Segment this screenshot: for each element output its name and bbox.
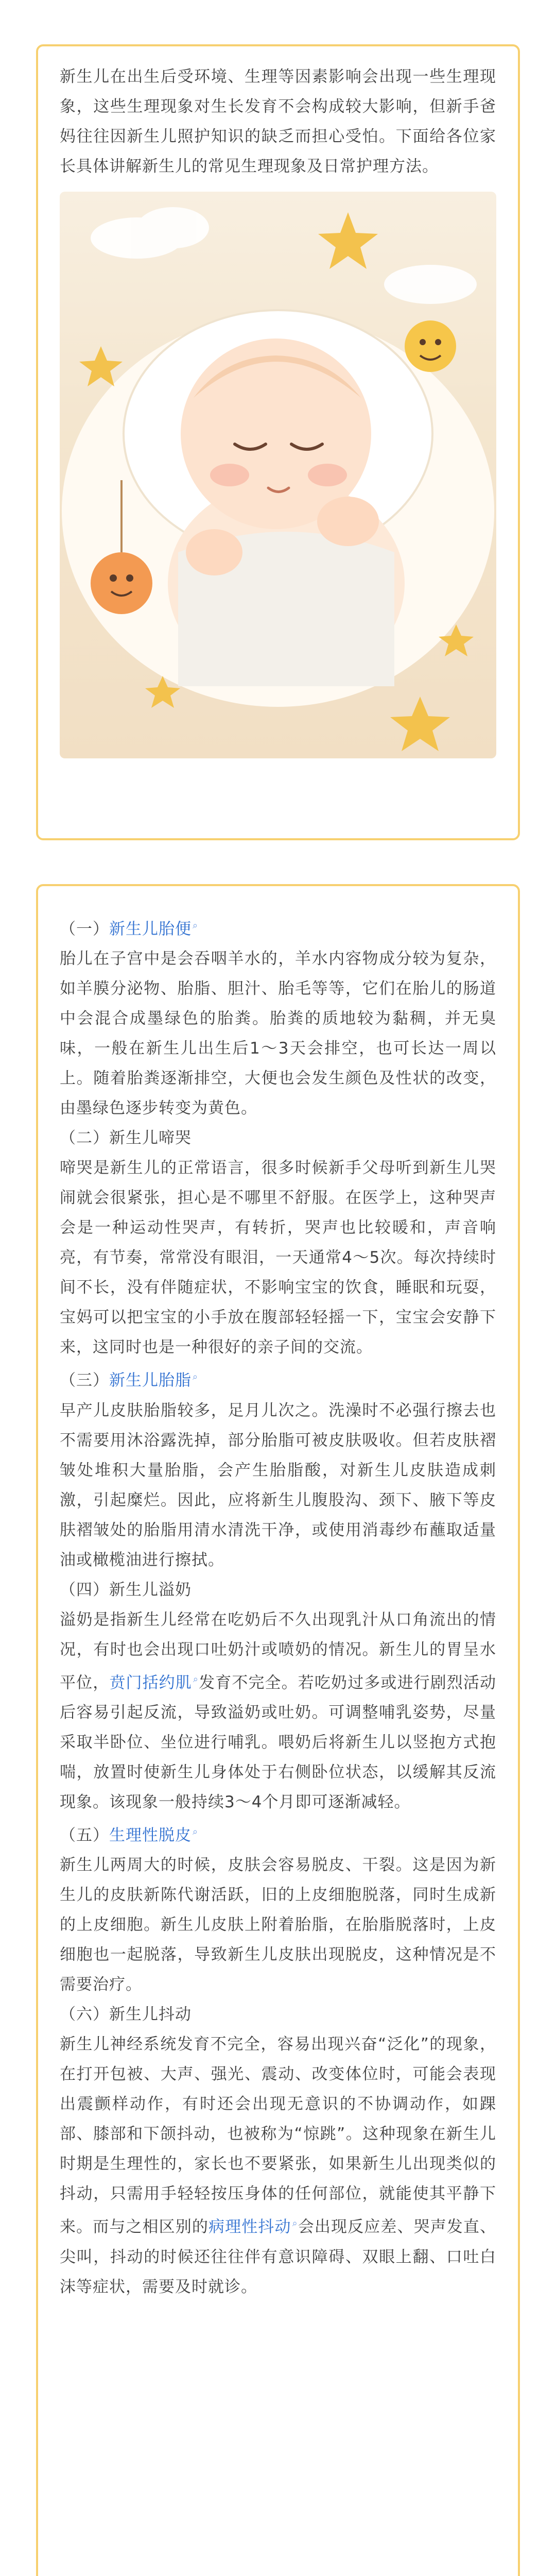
section-index: （一） bbox=[60, 920, 109, 939]
section-index: （五） bbox=[60, 1826, 109, 1845]
sleeping-baby-illustration bbox=[60, 192, 496, 758]
section-heading-2 bbox=[60, 1123, 496, 1153]
search-icon[interactable]: ⌕ bbox=[193, 1673, 199, 1685]
body-text: 新生儿神经系统发育不完全，容易出现兴奋“泛化”的现象，在打开包被、大声、强光、震动、改变体位时，可能会表现出震颤样动作，有时还会出现无意识的不协调动作，如踝部、膝部和下颌抖动，也被称为“惊跳”。这种现象在新生儿时期是生理性的，家长也不要紧张，如果新生儿出现类似的抖动，只需用手轻轻按压身体的任何部位，就能使其平静下来。而与之相区别的 bbox=[60, 2035, 496, 2236]
section-heading-5 bbox=[60, 1817, 496, 1850]
section-heading-1 bbox=[60, 911, 496, 944]
section-body-1: 胎儿在子宫中是会吞咽羊水的，羊水内容物成分较为复杂，如羊膜分泌物、胎脂、胆汁、胎毛等等，它们在胎儿的肠道中会混合成墨绿色的胎粪。胎粪的质地较为黏稠，并无臭味，一般在新生儿出生后1～3天会排空，也可长达一周以上。随着胎粪逐渐排空，大便也会发生颜色及性状的改变，由墨绿色逐步转变为黄色。 bbox=[60, 950, 496, 1118]
intro-paragraph: 新生儿在出生后受环境、生理等因素影响会出现一些生理现象，这些生理现象对生长发育不会构成较大影响，但新手爸妈往往因新生儿照护知识的缺乏而担心受怕。下面给各位家长具体讲解新生儿的常见生理现象及日常护理方法。 bbox=[60, 67, 496, 176]
search-icon[interactable]: ⌕ bbox=[193, 920, 199, 931]
section-index: （四） bbox=[60, 1580, 109, 1599]
section-title: 新生儿抖动 bbox=[109, 2005, 192, 2024]
section-body-4 bbox=[60, 1605, 496, 1817]
content-card bbox=[36, 884, 520, 2576]
section-title-link[interactable]: 新生儿胎脂 bbox=[109, 1371, 192, 1390]
body-text: 溢奶是指新生儿经常在吃奶后不久出现乳汁从口角流出的情况，有时也会出现口吐奶汁或喷奶的情况。新生儿的胃呈水平位， bbox=[60, 1610, 496, 1692]
body-text: 。 bbox=[208, 1550, 224, 1569]
section-index: （六） bbox=[60, 2005, 109, 2024]
section-title: 新生儿溢奶 bbox=[109, 1580, 192, 1599]
section-index: （三） bbox=[60, 1371, 109, 1390]
intro-card bbox=[36, 44, 520, 840]
search-icon[interactable]: ⌕ bbox=[193, 1826, 199, 1837]
search-icon[interactable]: ⌕ bbox=[193, 1371, 199, 1383]
section-heading-3 bbox=[60, 1362, 496, 1395]
section-title-link[interactable]: 新生儿胎便 bbox=[109, 920, 192, 939]
section-body-2: 啼哭是新生儿的正常语言，很多时候新手父母听到新生儿哭闹就会很紧张，担心是不哪里不舒服。在医学上，这种哭声会是一种运动性哭声，有转折，哭声也比较暖和，声音响亮，有节奏，常常没有眼泪，一天通常4～5次。每次持续时间不长，没有伴随症状，不影响宝宝的饮食，睡眠和玩耍，宝妈可以把宝宝的小手放在腹部轻轻摇一下，宝宝会安静下来，这同时也是一种很好的亲子间的交流。 bbox=[60, 1159, 496, 1357]
section-index: （二） bbox=[60, 1129, 109, 1148]
section-heading-6 bbox=[60, 1999, 496, 2029]
term-link[interactable]: 病理性抖动 bbox=[208, 2217, 291, 2236]
section-heading-4 bbox=[60, 1575, 496, 1605]
body-text: 发育不完全。若吃奶过多或进行剧烈活动后容易引起反流，导致溢奶或吐奶。可调整哺乳姿势，尽量采取半卧位、坐位进行哺乳。喂奶后将新生儿以竖抱方式抱喘，放置时使新生儿身体处于右侧卧位状态，以缓解其反流现象。该现象一般持续3～4个月即可逐渐减轻。 bbox=[60, 1673, 497, 1811]
section-body-3 bbox=[60, 1396, 496, 1575]
body-text: 早产儿皮肤胎脂较多，足月儿次之。洗澡时不必强行擦去也不需要用沐浴露洗掉，部分胎脂可被皮肤吸收。但若皮肤褶皱处堆积大量胎脂，会产生胎脂酸，对新生儿皮肤造成刺激，引起糜烂。因此，应将新生儿腹股沟、颈下、腋下等皮肤褶皱处的胎脂用清水清洗干净，或使用消毒纱布蘸取适量油或橄榄油进行擦拭 bbox=[60, 1401, 496, 1569]
section-title: 新生儿啼哭 bbox=[109, 1129, 192, 1148]
body-text: 会出现反应差、哭声发直、尖叫，抖动的时候还往往伴有意识障碍、双眼上翻、口吐白沫等症状，需要及时就诊。 bbox=[60, 2217, 497, 2296]
search-icon[interactable]: ⌕ bbox=[292, 2218, 298, 2229]
section-body-5: 新生儿两周大的时候，皮肤会容易脱皮、干裂。这是因为新生儿的皮肤新陈代谢活跃，旧的上皮细胞脱落，同时生成新的上皮细胞。新生儿皮肤上附着胎脂，在胎脂脱落时，上皮细胞也一起脱落，导致新生儿皮肤出现脱皮，这种情况是不需要治疗。 bbox=[60, 1856, 496, 1994]
section-title-link[interactable]: 生理性脱皮 bbox=[109, 1826, 192, 1845]
section-body-6 bbox=[60, 2029, 496, 2301]
term-link[interactable]: 贲门括约肌 bbox=[109, 1673, 192, 1692]
